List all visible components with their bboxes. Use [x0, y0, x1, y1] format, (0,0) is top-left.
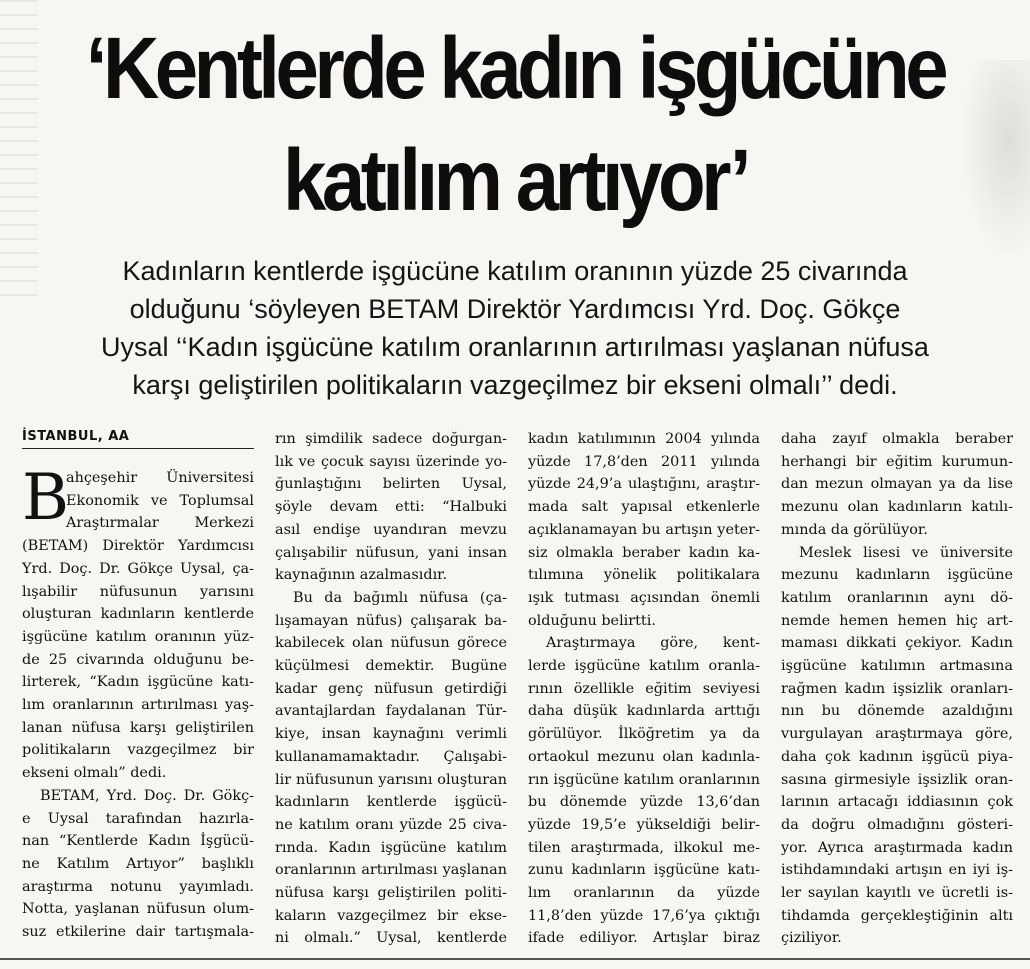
headline: [0, 12, 1030, 236]
text-line: kadınların kentlerde işgücü-: [275, 794, 507, 811]
text-line: daha çok kadının işgücü piya-: [781, 748, 1013, 765]
deck-line: Uysal ‘‘Kadın işgücüne katılım oranlarının artırılması yaşlanan nüfusa: [101, 332, 929, 362]
text-line: de 25 civarında olduğunu be-: [22, 651, 254, 668]
text-line: Meslek lisesi ve üniversite: [799, 544, 1013, 561]
text-line: Araştırmalar Merkezi: [66, 515, 254, 532]
text-line: mezunu olan kadınların katılı-: [781, 499, 1013, 516]
text-line: lerde işgücüne katılım oranla-: [528, 658, 760, 675]
text-line: ortaokul mezunu olan kadınla-: [528, 748, 760, 765]
text-line: görülüyor. İlköğretim ya da: [528, 726, 760, 743]
text-line: kaynağının azalmasıdır.: [275, 567, 448, 584]
article-column-2: [275, 428, 507, 950]
text-line: nın bu dönemde azaldığını: [781, 703, 1013, 720]
text-line: dan mezun olmayan ya da lise: [781, 476, 1013, 493]
text-line: avantajlardan faydalanan Tür-: [275, 703, 507, 720]
drop-cap-paragraph: [22, 461, 254, 535]
text-line: ifade ediliyor. Artışlar biraz: [528, 930, 760, 947]
text-line: rında. Kadın işgücüne katılım: [275, 839, 507, 856]
dateline: İSTANBUL, AA: [22, 428, 254, 449]
text-line: ışık tutması açısından önemli: [528, 589, 760, 606]
deck-line: karşı geliştirilen politikaların vazgeçilmez bir ekseni olmalı’’ dedi.: [132, 370, 898, 400]
headline-line-2: katılım artıyor’: [282, 130, 748, 230]
text-line: kadar genç nüfusun getirdiği: [275, 680, 507, 697]
text-line: çiziliyor.: [781, 930, 842, 947]
text-line: lir nüfusunun yarısını oluşturan: [275, 771, 507, 788]
text-line: olduğunu belirtti.: [528, 612, 656, 629]
text-line: lım oranlarının artırılması yaş-: [22, 697, 254, 714]
text-line: mada salt yapısal etkenlerle: [528, 499, 760, 516]
text-line: oranlarının artırılması yaşlanan: [275, 862, 507, 879]
text-line: lışabilir nüfusunun yarısını: [22, 583, 254, 600]
text-line: yüzde 17,8’den 2011 yılında: [528, 453, 760, 470]
text-line: yüzde 19,5’e yükseldiği belir-: [528, 816, 760, 833]
text-line: araştırma notunu yayımladı.: [22, 878, 254, 895]
text-line: yor. Ayrıca araştırmada kadın: [781, 839, 1013, 856]
text-line: lanan nüfusa karşı geliştirilen: [22, 719, 254, 736]
text-line: ekseni olmalı” dedi.: [22, 765, 167, 782]
text-line: lirterek, “Kadın işgücüne katı-: [22, 674, 254, 691]
text-line: Araştırmaya göre, kent-: [546, 635, 760, 652]
text-line: Notta, yaşlanan nüfusun olum-: [22, 901, 254, 918]
deck-line: Kadınların kentlerde işgücüne katılım oranının yüzde 25 civarında: [122, 256, 908, 286]
deck-line: olduğunu ‘söyleyen BETAM Direktör Yardımcısı Yrd. Doç. Gökçe: [129, 294, 901, 324]
text-line: rın şimdilik sadece doğurgan-: [275, 431, 507, 447]
text-line: zunu kadınların işgücüne katı-: [528, 862, 760, 879]
text-line: ğunlaştığını belirten Uysal,: [275, 476, 507, 493]
text-line: lık ve çocuk sayısı üzerinde yo-: [275, 453, 507, 470]
text-line: 11,8’den yüzde 17,6’ya çıktığı: [528, 907, 760, 924]
text-line: oluşturan kadınların kentlerde: [22, 606, 254, 623]
deck-summary: [20, 252, 1010, 404]
article-column-4: [781, 428, 1013, 950]
text-line: kaların vazgeçilmez bir ekse-: [275, 907, 507, 924]
text-line: işgücüne katılım oranının yüz-: [22, 628, 254, 645]
text-line: ne katılım oranı yüzde 25 civa-: [275, 816, 507, 833]
text-line: daha zayıf olmakla beraber: [781, 431, 1013, 447]
article-column-1: [22, 428, 254, 944]
text-line: asıl endişe uyandıran mevzu: [275, 521, 507, 538]
text-line: sasına girmesiyle işsizlik oran-: [781, 771, 1013, 788]
text-line: Yrd. Doç. Dr. Gökçe Uysal, ça-: [22, 560, 254, 577]
text-line: işgücüne katılımın artmasına: [781, 658, 1013, 675]
text-line: mezunu kadınların işgücüne: [781, 567, 1013, 584]
text-line: yüzde 24,9’a ulaştığını, araştır-: [528, 476, 760, 493]
text-line: şöyle devam etti: “Halbuki: [275, 499, 507, 516]
text-line: rağmen kadın işsizlik oranları-: [781, 680, 1013, 697]
text-line: rının özellikle eğitim seviyesi: [528, 680, 760, 697]
text-line: Bu da bağımlı nüfusa (ça-: [293, 589, 507, 606]
text-line: daha düşük kadınlarda arttığı: [528, 703, 760, 720]
text-line: kabilecek olan nüfusun görece: [275, 635, 507, 652]
text-line: tılımına yönelik politikalara: [528, 567, 760, 584]
text-line: açıklanamayan bu artışın yeter-: [528, 521, 760, 538]
text-line: nemde hemen hemen hiç art-: [781, 612, 1013, 629]
headline-line-1: ‘Kentlerde kadın işgücüne: [85, 18, 945, 118]
text-line: larının artacağı iddiasının çok: [781, 794, 1013, 811]
text-line: lım oranlarının da yüzde: [528, 885, 760, 902]
text-line: vurgulayan araştırmaya göre,: [781, 726, 1013, 743]
text-line: çalışabilir nüfusun, yani insan: [275, 544, 507, 561]
text-line: politikaların vazgeçilmez bir: [22, 742, 254, 759]
text-line: e Uysal tarafından hazırla-: [22, 810, 254, 827]
text-line: Ekonomik ve Toplumsal: [66, 492, 254, 509]
text-line: lışamayan nüfus) çalışarak ba-: [275, 612, 507, 629]
text-line: nüfusa karşı geliştirilen politi-: [275, 885, 507, 902]
text-line: ahçeşehir Üniversitesi: [66, 470, 254, 486]
text-line: ler sayılan kayıtlı ve ücretli is-: [781, 885, 1013, 902]
drop-cap: B: [22, 461, 70, 535]
text-line: ni olmalı.” Uysal, kentlerde: [275, 930, 507, 947]
article-column-3: [528, 428, 760, 950]
text-line: katılım oranlarının aynı dö-: [781, 589, 1013, 606]
text-line: siz olmakla beraber kadın ka-: [528, 544, 760, 561]
text-line: bu dönemde yüzde 13,6’dan: [528, 794, 760, 811]
text-line: tihdamda gerçekleştiğinin altı: [781, 907, 1013, 924]
text-line: tilen araştırmada, ilkokul me-: [528, 839, 760, 856]
text-line: ne Katılım Artıyor” başlıklı: [22, 855, 254, 872]
text-line: rın işgücüne katılım oranlarının: [528, 771, 760, 788]
bottom-rule: [0, 958, 1030, 960]
text-line: da doğru olmadığını gösteri-: [781, 816, 1013, 833]
text-line: BETAM, Yrd. Doç. Dr. Gökç-: [40, 787, 254, 804]
text-line: kiye, insan kaynağını verimli: [275, 726, 507, 743]
text-line: suz etkilerine dair tartışmala-: [22, 924, 254, 941]
text-line: herhangi bir eğitim kurumun-: [781, 453, 1013, 470]
text-line: kadın katılımının 2004 yılında: [528, 431, 760, 447]
text-line: istihdamındaki artışın en iyi iş-: [781, 862, 1013, 879]
text-line: maması dikkati çekiyor. Kadın: [781, 635, 1013, 652]
text-line: (BETAM) Direktör Yardımcısı: [22, 538, 254, 555]
text-line: mında da görülüyor.: [781, 521, 928, 538]
text-line: nan “Kentlerde Kadın İşgücü-: [22, 833, 254, 850]
text-line: küçülmesi demektir. Bugüne: [275, 658, 507, 675]
text-line: kullanamamaktadır. Çalışabi-: [275, 748, 507, 765]
